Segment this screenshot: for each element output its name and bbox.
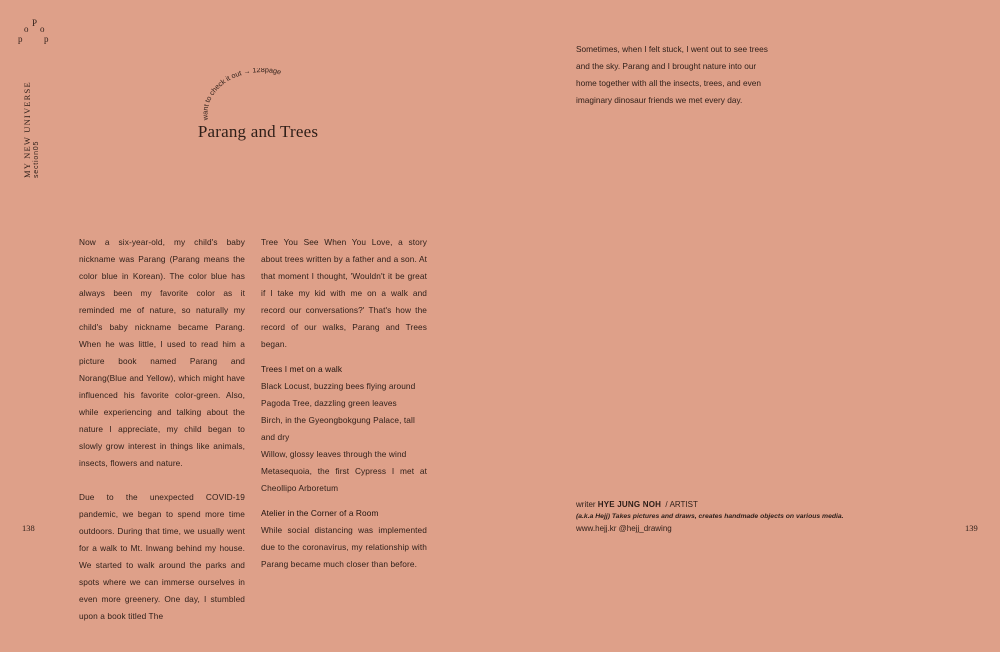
section-title: MY NEW UNIVERSE	[22, 81, 32, 178]
arched-note	[196, 68, 326, 128]
section-logo	[12, 18, 58, 58]
tree-item: Metasequoia, the first Cypress I met at Cheollipo Arboretum	[261, 466, 427, 493]
logo-letter: p	[18, 34, 23, 44]
writer-name: HYE JUNG NOH	[597, 500, 662, 509]
writer-links: www.hejj.kr @hejj_drawing	[576, 524, 672, 533]
credit-line	[576, 499, 866, 511]
arched-note-text: want to check it out → 128page	[200, 68, 283, 121]
tree-item: Pagoda Tree, dazzling green leaves	[261, 398, 397, 408]
separator: /	[665, 500, 668, 509]
right-page-paragraph: Sometimes, when I felt stuck, I went out to see trees and the sky. Parang and I brought nature into our home together with all the insects, trees, and even imaginary dinosaur friends we met every day.	[576, 44, 768, 105]
writer-credits	[576, 499, 866, 535]
paragraph: While social distancing was implemented due to the coronavirus, my relationship with Parang became much closer than before.	[261, 525, 427, 569]
writer-label: writer	[576, 500, 596, 509]
section-number: section05	[33, 140, 40, 178]
writer-role: ARTIST	[669, 500, 698, 509]
body-column-2	[261, 234, 427, 573]
subheading: Atelier in the Corner of a Room	[261, 508, 379, 518]
logo-letter: o	[24, 24, 29, 34]
tree-item: Birch, in the Gyeongbokgung Palace, tall and dry	[261, 415, 415, 442]
svg-text:want to check it out → 128page	[200, 68, 282, 122]
writer-bio: (a.k.a Hejj) Takes pictures and draws, creates handmade objects on various media.	[576, 513, 844, 520]
section-label	[22, 58, 44, 178]
article-title: Parang and Trees	[197, 122, 319, 141]
logo-letter: P	[32, 18, 38, 28]
page-number-left: 138	[22, 523, 35, 533]
body-column-1	[79, 234, 245, 625]
paragraph: Tree You See When You Love, a story about trees written by a father and a son. At that moment I thought, 'Wouldn't it be great if I take my kid with me on a walk and record our conversations?' That's how the record of our walks, Parang and Trees began.	[261, 237, 427, 349]
paragraph: Now a six-year-old, my child's baby nickname was Parang (Parang means the color blue in Korean). The color blue has always been my favorite color as it reminded me of nature, so naturally my child's baby nickname became Parang. When he was little, I used to read him a picture book named Parang and Norang(Blue and Yellow), which might have influenced his favorite color-green. Also, while experiencing and talking about the nature I appreciate, my child began to slowly grow interest in things like animals, insects, flowers and nature.	[79, 237, 245, 468]
tree-item: Willow, glossy leaves through the wind	[261, 449, 407, 459]
logo-letter: o	[40, 24, 45, 34]
page-number-right: 139	[965, 523, 978, 533]
subheading: Trees I met on a walk	[261, 364, 343, 374]
paragraph: Due to the unexpected COVID-19 pandemic, we began to spend more time outdoors. During that time, we usually went for a walk to Mt. Inwang behind my house. We started to walk around the parks and spots where we can immerse ourselves in even more greenery. One day, I stumbled upon a book titled The	[79, 492, 245, 621]
tree-item: Black Locust, buzzing bees flying around	[261, 381, 416, 391]
logo-letter: p	[44, 34, 49, 44]
